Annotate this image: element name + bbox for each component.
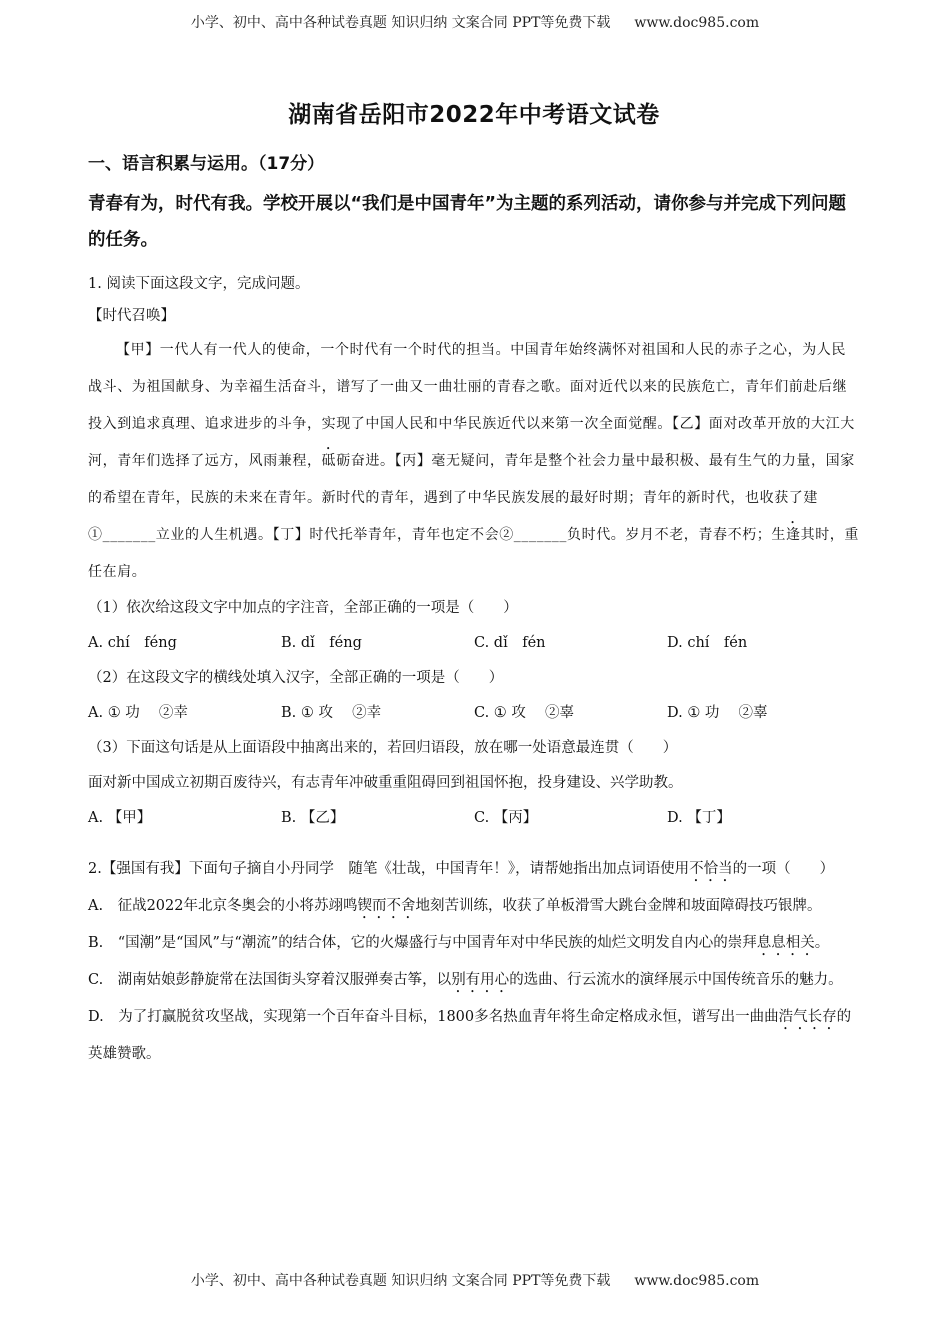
option-a[interactable]: A. chí féng [88,635,177,651]
q1-sub2-stem: （2）在这段文字的横线处填入汉字，全部正确的一项是（ ） [88,670,504,686]
option-c-dotted: 别有用心 [451,972,510,988]
dotted-char-di: 砥 [321,453,337,469]
q2-option-d[interactable] [88,999,860,1073]
exam-page [88,96,860,1073]
option-a-dotted: 锲而不舍 [357,898,416,914]
page-title: 湖南省岳阳市2022年中考语文试卷 [288,102,660,128]
q1-sub3-sentence: 面对新中国成立初期百废待兴，有志青年冲破重重阻碍回到祖国怀抱，投身建设、兴学助教。 [88,775,683,791]
option-d[interactable]: D. ① 功 ②辜 [667,705,768,721]
q2-option-c[interactable] [88,962,860,999]
option-b-pre: B. “国潮”是“国风”与“潮流”的结合体，它的火爆盛行与中国青年对中华民族的灿烂文明发自内心的崇拜 [88,935,757,951]
q2-stem [88,850,860,888]
option-c[interactable]: C. dǐ fén [474,635,546,651]
q1-sub1-stem: （1）依次给这段文字中加点的字注音，全部正确的一项是（ ） [88,600,518,616]
option-b[interactable]: B. 【乙】 [281,810,345,826]
option-b[interactable]: B. dǐ féng [281,635,362,651]
q1-sub3-stem: （3）下面这句话是从上面语段中抽离出来的，若回归语段，放在哪一处语意最连贯（ ） [88,740,678,756]
page-header [0,12,950,32]
q2-dotted-phrase: 不恰当 [689,861,733,877]
q1-sub2-options [88,696,860,731]
option-a-post: 地刻苦训练，收获了单板滑雪大跳台金牌和坡面障碍技巧银牌。 [415,898,822,914]
option-c-pre: C. 湖南姑娘彭静旋常在法国街头穿着汉服弹奏古筝，以 [88,972,452,988]
section-intro: 青春有为，时代有我。学校开展以“我们是中国青年”为主题的系列活动，请你参与并完成下列问题的任务。 [88,194,846,250]
option-c-post: 的选曲、行云流水的演绎展示中国传统音乐的魅力。 [509,972,843,988]
header-site-link[interactable]: www.doc985.com [634,15,760,31]
option-b-post: 。 [814,935,830,951]
header-text: 小学、初中、高中各种试卷真题 知识归纳 文案合同 PPT等免费下载 [190,15,611,31]
option-b-dotted: 息息相关 [756,935,815,951]
page-footer [0,1270,950,1290]
passage-part-b: 砺奋进。【丙】毫无疑问，青年是整个社会力量中最积极、最有生气的力量，国家的希望在青年，民族的未来在青年。新时代的青年，遇到了中华民族发展的最好时期；青年的新时代，也收获了建①_______立业的人生机遇。【丁】时代托举青年，青年也定不会②_______负时代。岁月不老，青春不朽；生 [88,453,855,543]
q2-stem-a: 2.【强国有我】下面句子摘自小丹同学 随笔《壮哉，中国青年！》，请帮她指出加点词语使用 [88,861,690,877]
q1-sub3-options [88,801,860,836]
q2-option-b[interactable] [88,925,860,962]
q1-stem: 1. 阅读下面这段文字，完成问题。 [88,276,310,292]
q2-option-a[interactable] [88,888,860,925]
dotted-char-feng: 逢 [786,527,801,543]
option-c[interactable]: C. ① 攻 ②辜 [474,705,575,721]
passage-part-c: 其时，重任在肩。 [88,527,860,580]
footer-text: 小学、初中、高中各种试卷真题 知识归纳 文案合同 PPT等免费下载 [190,1273,611,1289]
passage-part-a: 【甲】一代人有一代人的使命，一个时代有一个时代的担当。中国青年始终满怀对祖国和人民的赤子之心，为人民战斗、为祖国献身、为幸福生活奋斗，谱写了一曲又一曲壮丽的青春之歌。面对近代以来的民族危亡，青年们前赴后继投入到追求真理、追求进步的斗争，实现了中国人民和中华民族近代以来第一次全面觉醒。【乙】面对改革开放的大江大河，青年们选择了远方，风雨兼程， [88,342,855,469]
q1-heading: 【时代召唤】 [88,308,175,324]
option-a[interactable]: A. ① 功 ②幸 [88,705,188,721]
footer-site-link[interactable]: www.doc985.com [634,1273,760,1289]
option-a-pre: A. 征战2022年北京冬奥会的小将苏翊鸣 [88,898,358,914]
q1-passage [88,332,860,591]
option-d-dotted: 浩气长存 [778,1009,837,1025]
q1-sub1-options [88,626,860,661]
option-d-post: 的英雄赞歌。 [88,1009,852,1062]
option-b[interactable]: B. ① 攻 ②幸 [281,705,382,721]
q2-stem-b: 的一项（ ） [732,861,835,877]
option-a[interactable]: A. 【甲】 [88,810,152,826]
option-d-pre: D. 为了打赢脱贫攻坚战，实现第一个百年奋斗目标，1800多名热血青年将生命定格成永恒，谱写出一曲曲 [88,1009,779,1025]
option-d[interactable]: D. 【丁】 [667,810,731,826]
option-d[interactable]: D. chí fén [667,635,748,651]
option-c[interactable]: C. 【丙】 [474,810,538,826]
section-heading: 一、语言积累与运用。（17分） [88,154,325,174]
